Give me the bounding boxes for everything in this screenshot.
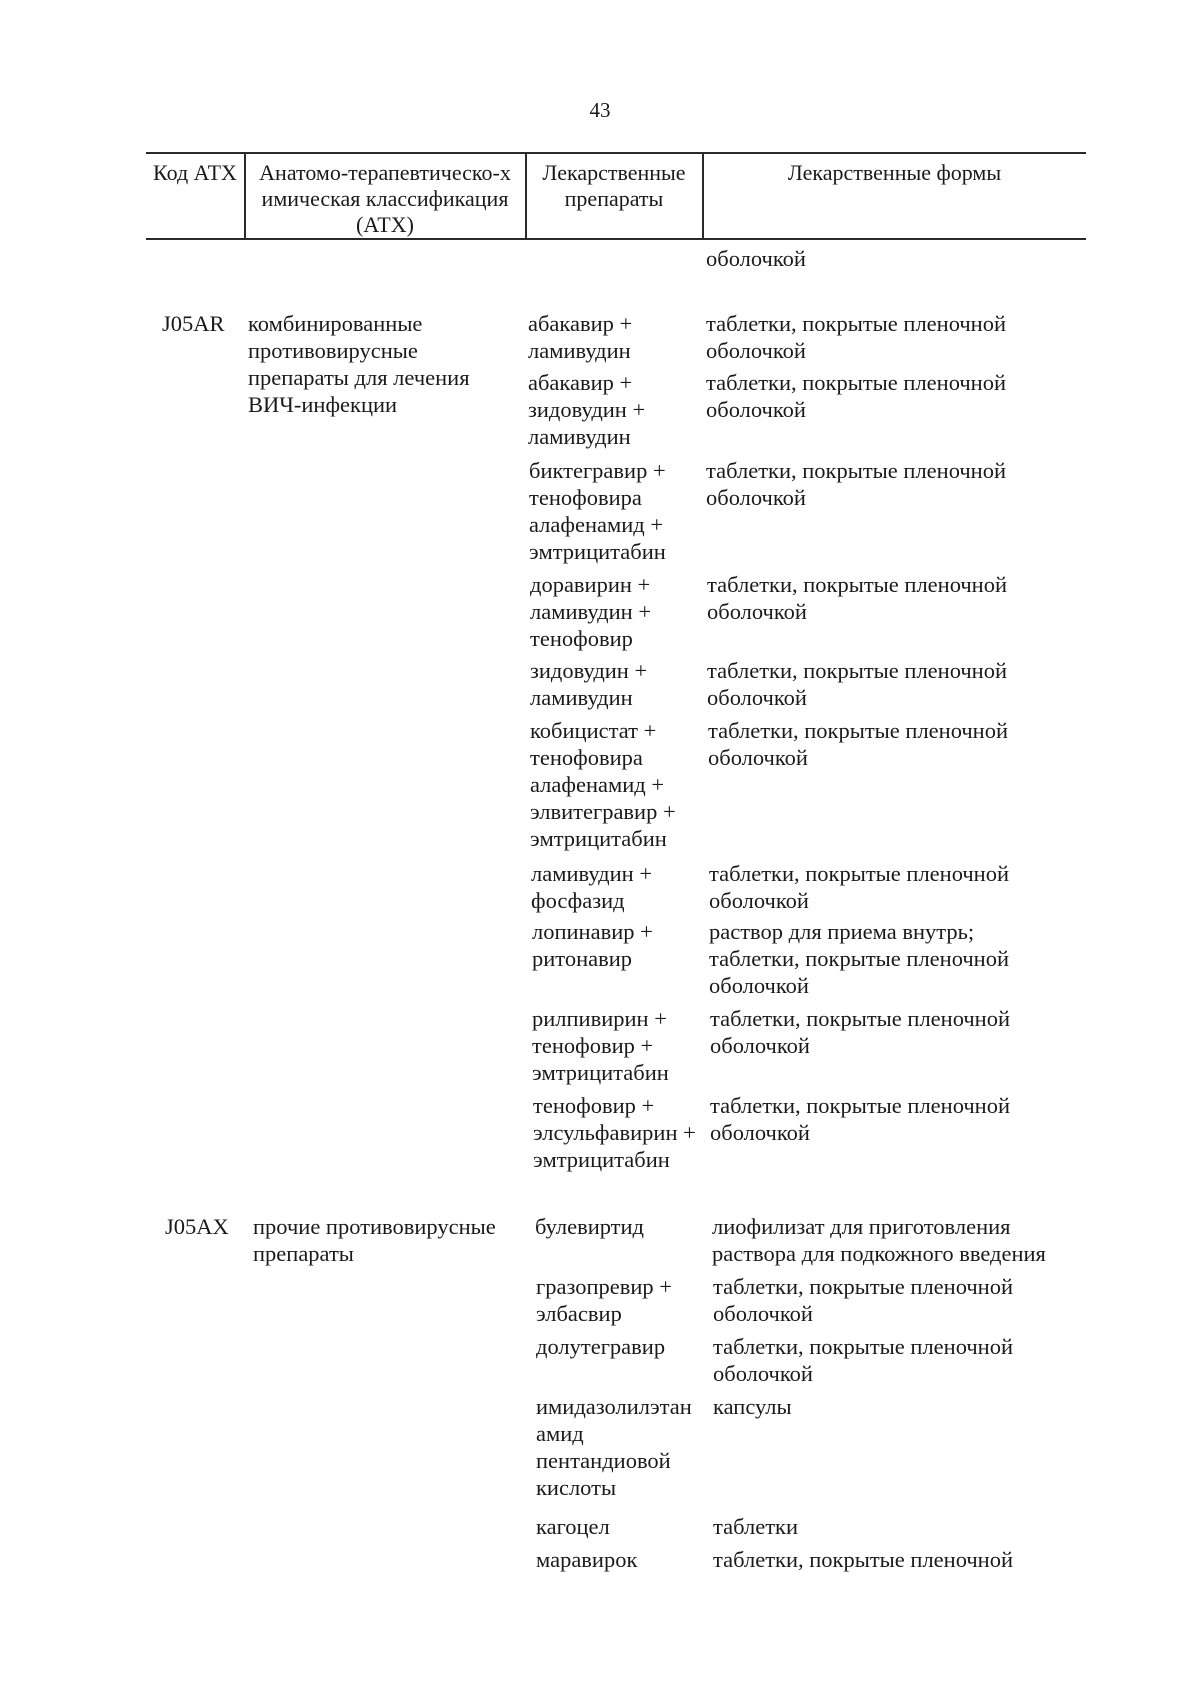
dosage-form: раствор для приема внутрь; таблетки, покрытые пленочной оболочкой	[709, 919, 1010, 998]
dosage-form: таблетки, покрытые пленочной	[713, 1547, 1014, 1572]
header-classification: Анатомо-терапевтическо-х имическая классификация (АТХ)	[259, 160, 511, 237]
drug-name: ламивудин + фосфазид	[531, 861, 653, 913]
dosage-form: таблетки, покрытые пленочной оболочкой	[706, 458, 1007, 510]
drug-name: долутегравир	[536, 1334, 666, 1359]
drug-name: абакавир + ламивудин	[528, 311, 633, 363]
drug-name: кагоцел	[536, 1514, 610, 1539]
drug-name: имидазолилэтан амид пентандиовой кислоты	[536, 1394, 692, 1500]
header-forms: Лекарственные формы	[787, 160, 1002, 185]
header-drugs: Лекарственные препараты	[542, 160, 686, 211]
drug-name: тенофовир + элсульфавирин + эмтрицитабин	[533, 1093, 696, 1172]
drug-name: рилпивирин + тенофовир + эмтрицитабин	[532, 1006, 669, 1085]
drug-name: булевиртид	[535, 1214, 645, 1239]
dosage-form: лиофилизат для приготовления раствора для подкожного введения	[712, 1214, 1046, 1266]
dosage-form: капсулы	[713, 1394, 792, 1419]
drug-name: биктегравир + тенофовира алафенамид + эмтрицитабин	[529, 458, 666, 564]
drug-name: абакавир + зидовудин + ламивудин	[528, 370, 646, 449]
dosage-form: таблетки, покрытые пленочной оболочкой	[708, 718, 1009, 770]
header-code: Код АТХ	[153, 160, 237, 185]
drug-name: зидовудин + ламивудин	[530, 658, 648, 710]
table-header-bottom-rule	[146, 238, 1086, 240]
atc-classification: прочие противовирусные препараты	[253, 1214, 496, 1266]
dosage-form: таблетки, покрытые пленочной оболочкой	[713, 1274, 1014, 1326]
page-number: 43	[589, 98, 611, 122]
drug-name: кобицистат + тенофовира алафенамид + элвитегравир + эмтрицитабин	[530, 718, 676, 851]
drug-name: лопинавир + ритонавир	[532, 919, 653, 971]
dosage-form: таблетки, покрытые пленочной оболочкой	[710, 1006, 1011, 1058]
table-top-rule	[146, 152, 1086, 154]
dosage-form: таблетки, покрытые пленочной оболочкой	[709, 861, 1010, 913]
atc-code: J05AR	[162, 311, 225, 336]
continuation-text: оболочкой	[706, 246, 806, 271]
dosage-form: таблетки, покрытые пленочной оболочкой	[710, 1093, 1011, 1145]
drug-name: доравирин + ламивудин + тенофовир	[530, 572, 652, 651]
dosage-form: таблетки, покрытые пленочной оболочкой	[713, 1334, 1014, 1386]
atc-classification: комбинированные противовирусные препараты для лечения ВИЧ-инфекции	[248, 311, 470, 417]
drug-name: гразопревир + элбасвир	[536, 1274, 672, 1326]
atc-code: J05AX	[165, 1214, 229, 1239]
dosage-form: таблетки, покрытые пленочной оболочкой	[707, 658, 1008, 710]
dosage-form: таблетки, покрытые пленочной оболочкой	[706, 370, 1007, 422]
dosage-form: таблетки, покрытые пленочной оболочкой	[706, 311, 1007, 363]
dosage-form: таблетки	[713, 1514, 799, 1539]
dosage-form: таблетки, покрытые пленочной оболочкой	[707, 572, 1008, 624]
drug-name: маравирок	[536, 1547, 638, 1572]
